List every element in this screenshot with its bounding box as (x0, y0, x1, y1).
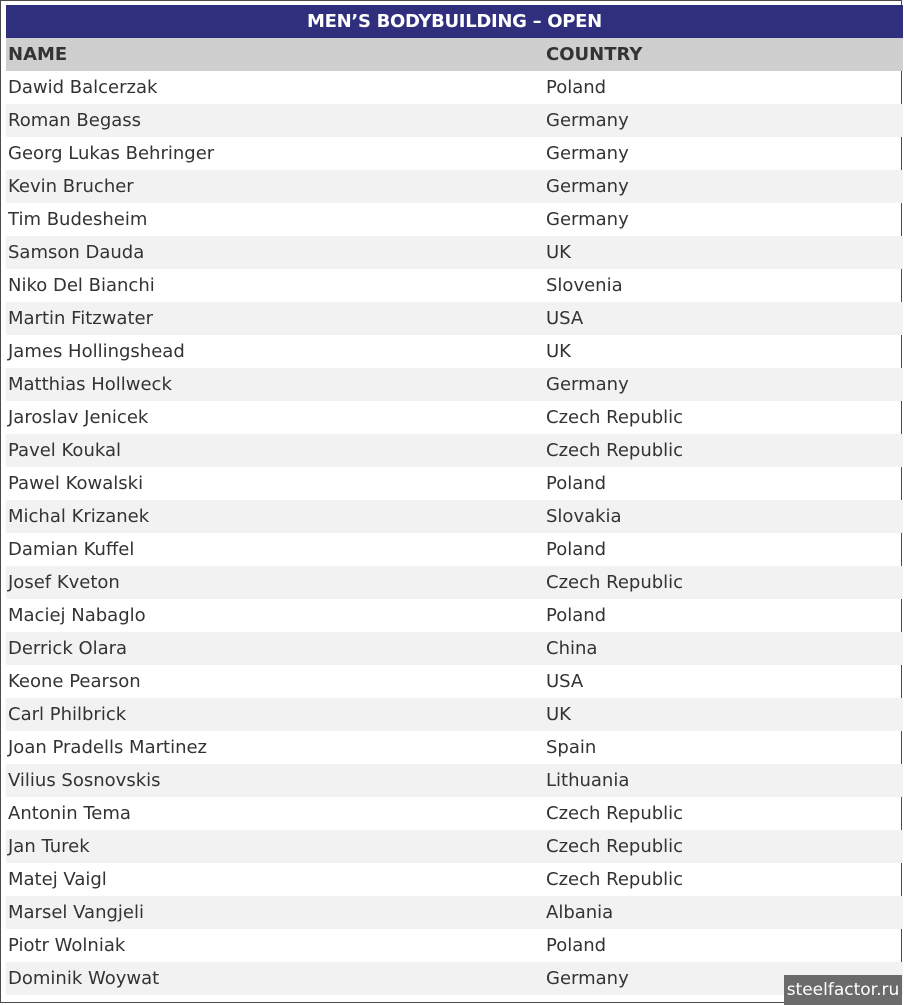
athlete-name: Josef Kveton (8, 572, 120, 593)
athlete-country: Czech Republic (546, 440, 684, 461)
athlete-name: Martin Fitzwater (8, 308, 153, 329)
table-row (6, 797, 903, 830)
athlete-country: Czech Republic (546, 572, 684, 593)
athlete-name: Matthias Hollweck (8, 374, 172, 395)
table-row (6, 203, 903, 236)
athlete-name: Pawel Kowalski (8, 473, 144, 494)
table-row (6, 269, 903, 302)
table-row (6, 401, 903, 434)
table-row (6, 368, 903, 401)
athlete-name: Joan Pradells Martinez (8, 737, 208, 758)
athlete-name: Derrick Olara (8, 638, 128, 659)
athlete-name: Keone Pearson (8, 671, 141, 692)
athlete-name: Antonin Tema (8, 803, 131, 824)
athlete-name: Roman Begass (8, 110, 142, 131)
athlete-country: Slovakia (546, 506, 622, 527)
athlete-country: Germany (546, 209, 629, 230)
athlete-country: UK (546, 704, 571, 725)
table-row (6, 467, 903, 500)
table-header-row (6, 38, 903, 71)
table-row (6, 764, 903, 797)
athlete-country: Germany (546, 176, 629, 197)
athlete-country: Germany (546, 143, 629, 164)
table-row (6, 863, 903, 896)
athlete-country: Poland (546, 473, 607, 494)
athlete-country: UK (546, 242, 571, 263)
table-row (6, 830, 903, 863)
athlete-name: Tim Budesheim (8, 209, 148, 230)
athlete-name: Vilius Sosnovskis (8, 770, 161, 791)
table-row (6, 962, 903, 995)
athlete-name: Dominik Woywat (8, 968, 160, 989)
athlete-name: Matej Vaigl (8, 869, 107, 890)
athlete-name: Jan Turek (8, 836, 90, 857)
athlete-country: USA (546, 671, 584, 692)
table-row (6, 929, 903, 962)
athlete-name: Samson Dauda (8, 242, 145, 263)
table-row (6, 665, 903, 698)
table-row (6, 731, 903, 764)
athlete-name: Jaroslav Jenicek (8, 407, 149, 428)
athlete-country: Germany (546, 374, 629, 395)
athlete-country: Spain (546, 737, 597, 758)
athlete-country: Poland (546, 77, 607, 98)
table-row (6, 599, 903, 632)
table-row (6, 302, 903, 335)
athlete-country: Poland (546, 605, 607, 626)
athlete-country: China (546, 638, 598, 659)
table-body (6, 71, 903, 995)
table-row (6, 71, 903, 104)
athlete-country: UK (546, 341, 571, 362)
table-row (6, 236, 903, 269)
athlete-name: Pavel Koukal (8, 440, 121, 461)
table-row (6, 170, 903, 203)
athlete-country: Poland (546, 935, 607, 956)
athlete-country: Czech Republic (546, 803, 684, 824)
athlete-name: Dawid Balcerzak (8, 77, 158, 98)
athlete-country: Albania (546, 902, 614, 923)
table-row (6, 335, 903, 368)
table-row (6, 632, 903, 665)
table-row (6, 566, 903, 599)
table-title: MEN’S BODYBUILDING – OPEN (6, 5, 903, 38)
athlete-name: Niko Del Bianchi (8, 275, 155, 296)
athlete-country: USA (546, 308, 584, 329)
watermark: steelfactor.ru (784, 975, 902, 1005)
table-row (6, 533, 903, 566)
table-row (6, 896, 903, 929)
athlete-country: Slovenia (546, 275, 623, 296)
athlete-name: Georg Lukas Behringer (8, 143, 215, 164)
header-name: NAME (8, 44, 68, 65)
table-row (6, 104, 903, 137)
athlete-name: Piotr Wolniak (8, 935, 126, 956)
table-row (6, 434, 903, 467)
athlete-country: Czech Republic (546, 407, 684, 428)
athlete-country: Czech Republic (546, 869, 684, 890)
athlete-name: Marsel Vangjeli (8, 902, 144, 923)
table-row (6, 137, 903, 170)
athlete-country: Poland (546, 539, 607, 560)
athlete-name: James Hollingshead (8, 341, 185, 362)
athlete-country: Germany (546, 110, 629, 131)
athlete-country: Czech Republic (546, 836, 684, 857)
results-table (6, 5, 903, 995)
athlete-name: Maciej Nabaglo (8, 605, 146, 626)
athlete-name: Kevin Brucher (8, 176, 134, 197)
athlete-country: Lithuania (546, 770, 630, 791)
athlete-name: Damian Kuffel (8, 539, 135, 560)
athlete-name: Carl Philbrick (8, 704, 127, 725)
athlete-name: Michal Krizanek (8, 506, 150, 527)
table-row (6, 698, 903, 731)
header-country: COUNTRY (546, 44, 643, 65)
table-row (6, 500, 903, 533)
athlete-country: Germany (546, 968, 629, 989)
